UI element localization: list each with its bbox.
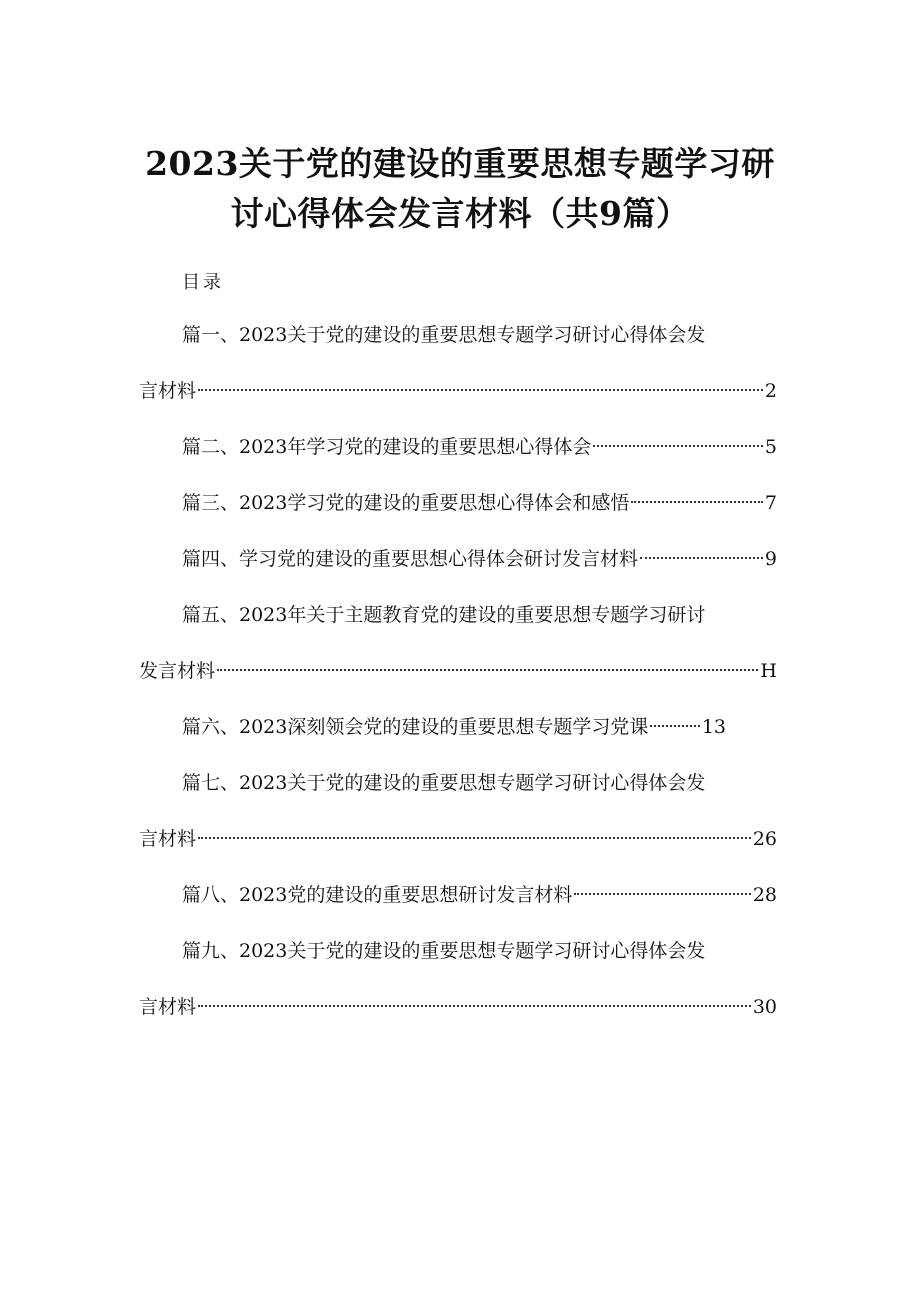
toc-entry-4-text: 篇四、学习党的建设的重要思想心得体会研讨发言材料 bbox=[182, 548, 639, 570]
toc-entry-9-line-1[interactable]: 篇九、2023关于党的建设的重要思想专题学习研讨心得体会发 bbox=[182, 940, 706, 962]
toc-entry-1-line-2[interactable] bbox=[139, 376, 777, 406]
toc-entry-8-text: 篇八、2023党的建设的重要思想研讨发言材料 bbox=[182, 884, 573, 906]
toc-entry-7-line-2[interactable] bbox=[139, 824, 777, 854]
dot-leader bbox=[640, 557, 763, 559]
toc-entry-1-line-1[interactable]: 篇一、2023关于党的建设的重要思想专题学习研讨心得体会发 bbox=[182, 324, 706, 346]
toc-entry-7-continuation: 言材料 bbox=[139, 828, 197, 850]
toc-entry-1-page: 2 bbox=[764, 380, 777, 402]
document-title-line-1: 2023关于党的建设的重要思想专题学习研 bbox=[145, 144, 775, 183]
toc-entry-5-line-1[interactable]: 篇五、2023年关于主题教育党的建设的重要思想专题学习研讨 bbox=[182, 604, 706, 626]
dot-leader bbox=[217, 669, 758, 671]
dot-leader bbox=[198, 389, 763, 391]
toc-entry-8[interactable] bbox=[182, 880, 777, 910]
toc-entry-9-line-2[interactable] bbox=[139, 992, 777, 1022]
dot-leader bbox=[198, 1005, 751, 1007]
toc-entry-6-page: 13 bbox=[701, 716, 726, 738]
dot-leader bbox=[593, 445, 763, 447]
dot-leader bbox=[650, 725, 699, 727]
toc-entry-2-text: 篇二、2023年学习党的建设的重要思想心得体会 bbox=[182, 436, 592, 458]
toc-entry-9-page: 30 bbox=[752, 996, 777, 1018]
toc-entry-4[interactable] bbox=[182, 544, 777, 574]
toc-entry-8-page: 28 bbox=[752, 884, 777, 906]
dot-leader bbox=[631, 501, 763, 503]
toc-entry-3-page: 7 bbox=[764, 492, 777, 514]
toc-entry-3-text: 篇三、2023学习党的建设的重要思想心得体会和感悟 bbox=[182, 492, 630, 514]
toc-entry-3[interactable] bbox=[182, 488, 777, 518]
toc-entry-2-page: 5 bbox=[764, 436, 777, 458]
toc-entry-1-continuation: 言材料 bbox=[139, 380, 197, 402]
dot-leader bbox=[574, 893, 750, 895]
toc-entry-7-line-1[interactable]: 篇七、2023关于党的建设的重要思想专题学习研讨心得体会发 bbox=[182, 772, 706, 794]
toc-entry-6-text: 篇六、2023深刻领会党的建设的重要思想专题学习党课 bbox=[182, 716, 649, 738]
toc-entry-9-continuation: 言材料 bbox=[139, 996, 197, 1018]
dot-leader bbox=[198, 837, 751, 839]
toc-entry-7-page: 26 bbox=[752, 828, 777, 850]
toc-entry-6[interactable] bbox=[182, 712, 726, 742]
toc-entry-5-page: H bbox=[760, 660, 777, 682]
toc-entry-5-continuation: 发言材料 bbox=[139, 660, 216, 682]
toc-heading: 目录 bbox=[182, 272, 224, 293]
toc-entry-4-page: 9 bbox=[764, 548, 777, 570]
toc-entry-5-line-2[interactable] bbox=[139, 656, 777, 686]
toc-entry-2[interactable] bbox=[182, 432, 777, 462]
document-title-line-2: 讨心得体会发言材料（共9篇） bbox=[230, 194, 690, 233]
